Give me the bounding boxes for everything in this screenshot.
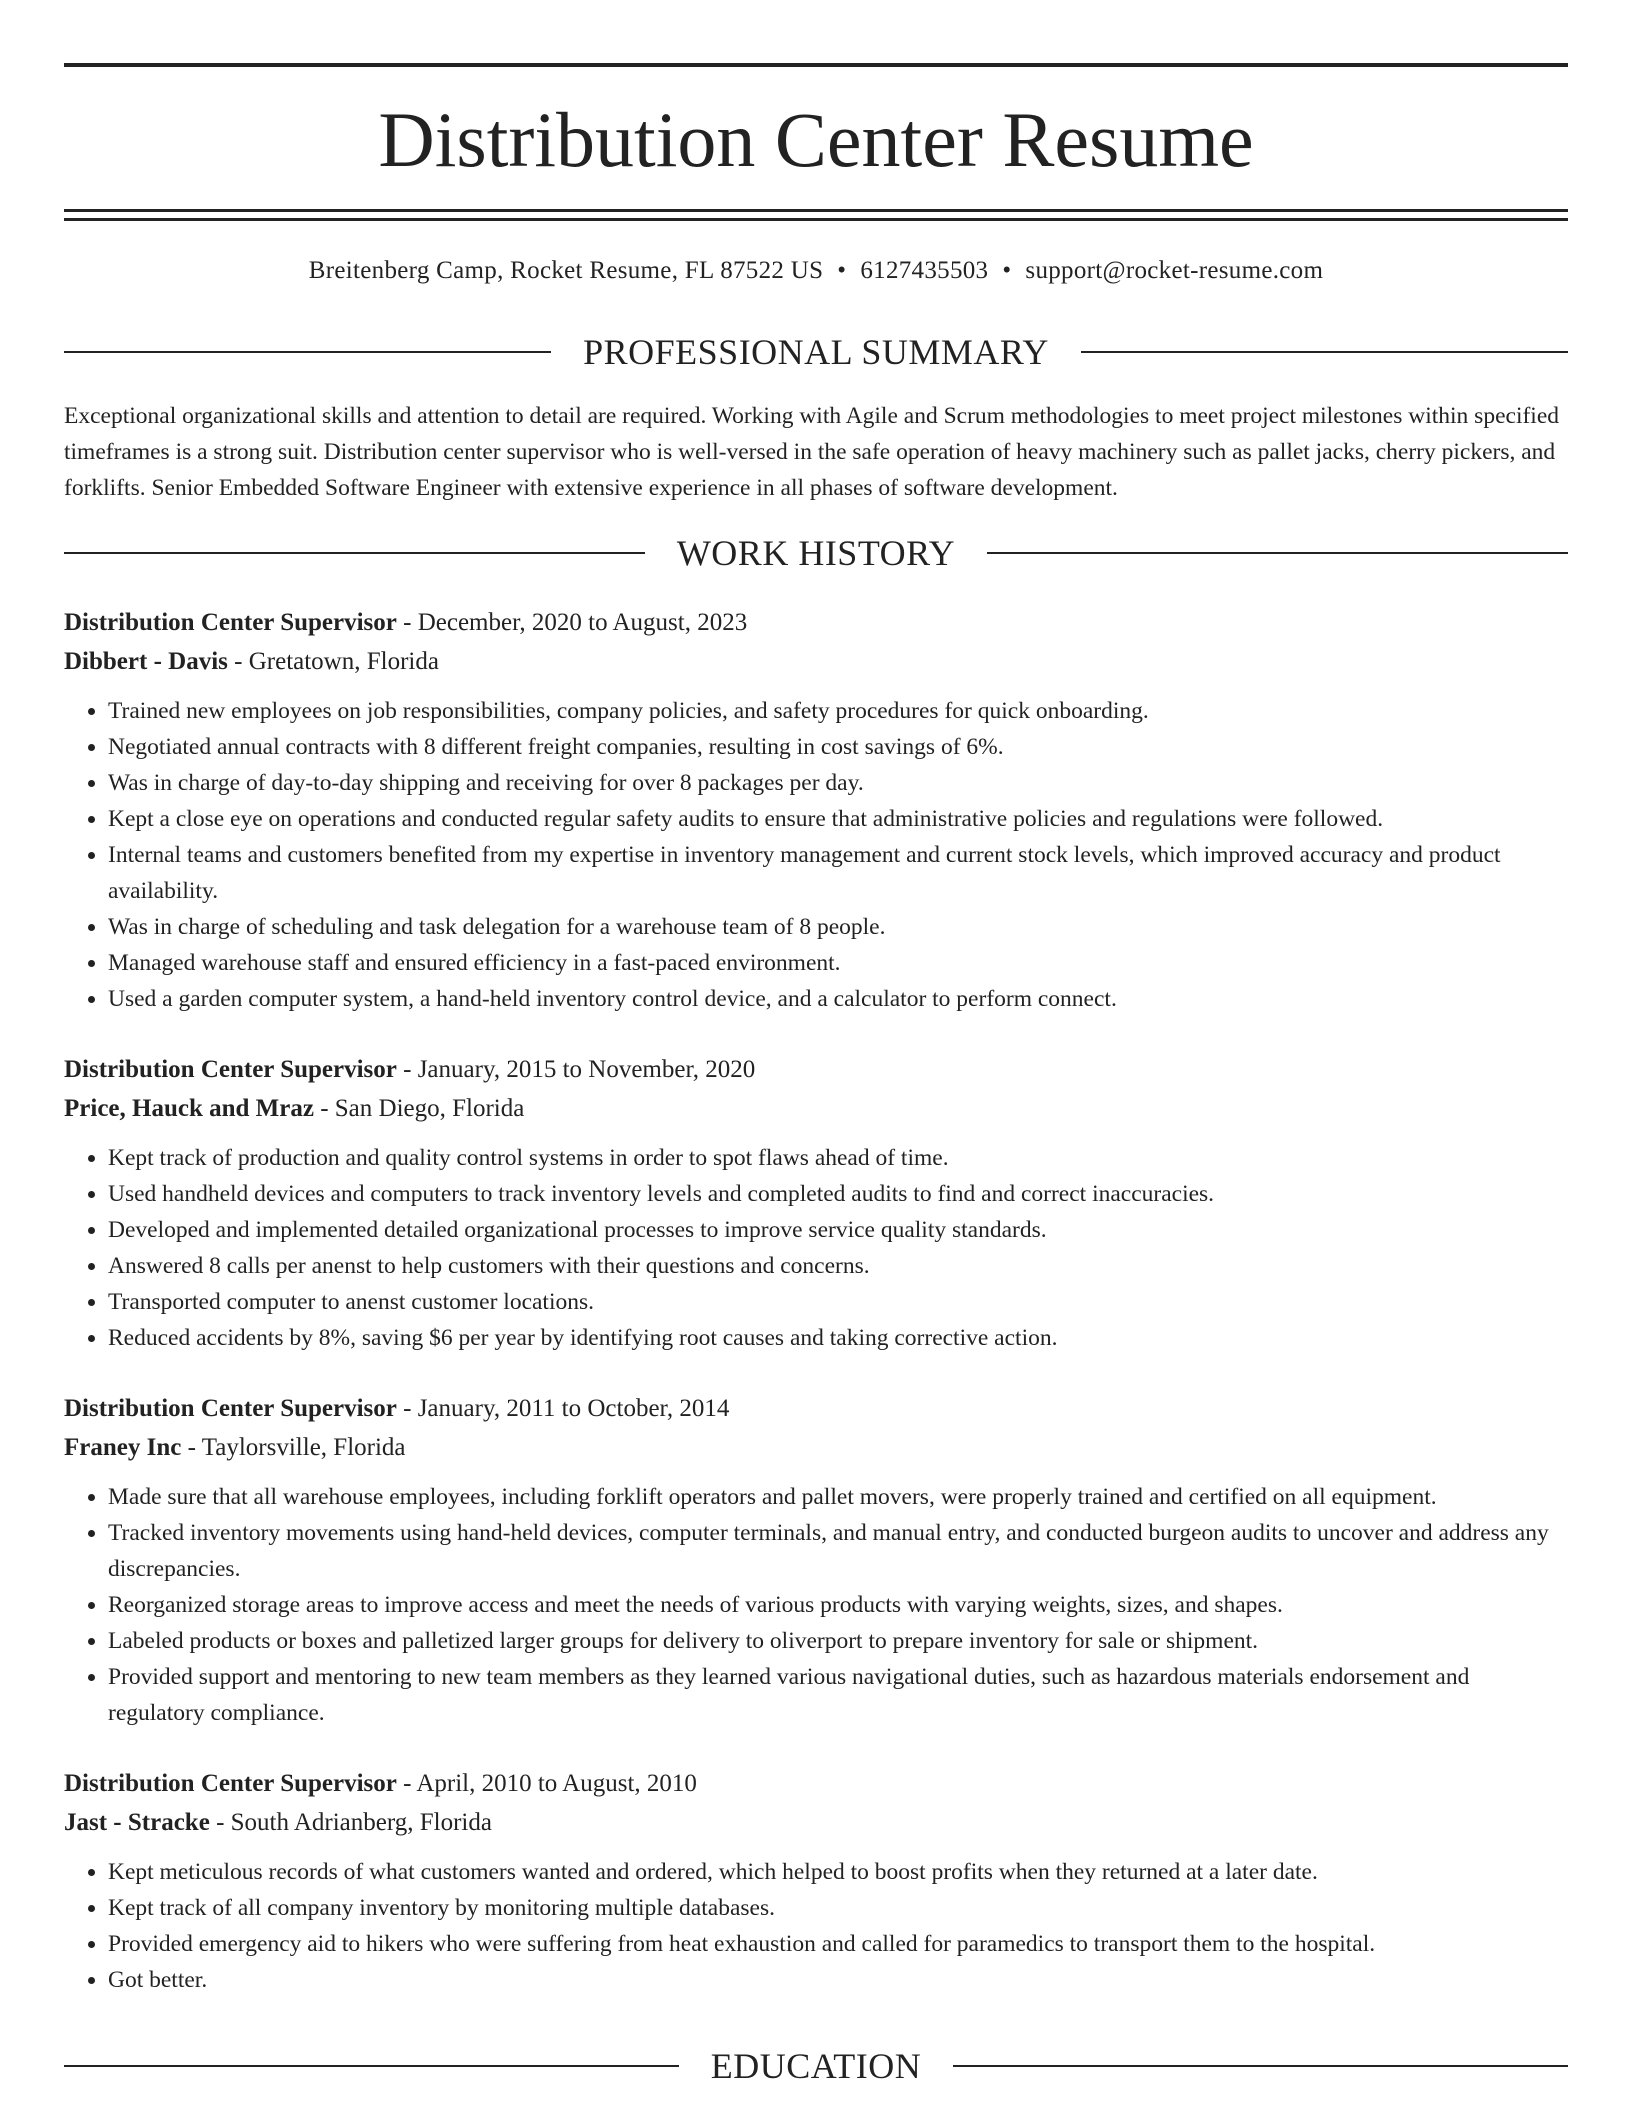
job-location: - Gretatown, Florida <box>227 648 439 675</box>
job-bullet: • Transported computer to anenst customer locations. <box>108 1284 1568 1320</box>
job-bullet: • Reduced accidents by 8%, saving $6 per year by identifying root causes and taking corrective action. <box>108 1320 1568 1356</box>
job-bullet: • Provided support and mentoring to new team members as they learned various navigational duties, such as hazardous materials endorsement and regulatory compliance. <box>108 1659 1568 1731</box>
job-company-line <box>64 642 1568 681</box>
education-heading <box>64 2044 1568 2088</box>
job-bullet: • Managed warehouse staff and ensured efficiency in a fast-paced environment. <box>108 945 1568 981</box>
job-dates: - April, 2010 to August, 2010 <box>396 1770 697 1797</box>
job-bullet: • Reorganized storage areas to improve access and meet the needs of various products with varying weights, sizes, and shapes. <box>108 1587 1568 1623</box>
job-dates: - December, 2020 to August, 2023 <box>396 609 748 636</box>
job-company-line <box>64 1803 1568 1842</box>
heading-rule-right <box>1081 351 1568 353</box>
job-company-line <box>64 1089 1568 1128</box>
job-bullet: • Was in charge of scheduling and task delegation for a warehouse team of 8 people. <box>108 909 1568 945</box>
job-bullet: • Answered 8 calls per anenst to help customers with their questions and concerns. <box>108 1248 1568 1284</box>
summary-text: Exceptional organizational skills and attention to detail are required. Working with Agile and Scrum methodologies to meet project milestones within specified timeframes is a strong suit. Distribution center supervisor who is well-versed in the safe operation of heavy machinery such as pallet jacks, cherry pickers, and forklifts. Senior Embedded Software Engineer with extensive experience in all phases of software development. <box>64 403 1560 501</box>
job-location: - San Diego, Florida <box>313 1095 525 1122</box>
job-bullet: • Used handheld devices and computers to track inventory levels and completed audits to find and correct inaccuracies. <box>108 1176 1568 1212</box>
job-title-line <box>64 603 1568 642</box>
top-rule <box>64 63 1568 67</box>
job-bullets <box>64 1854 1568 1998</box>
job-dates: - January, 2015 to November, 2020 <box>396 1056 756 1083</box>
job-bullet: • Provided emergency aid to hikers who were suffering from heat exhaustion and called for paramedics to transport them to the hospital. <box>108 1926 1568 1962</box>
job-bullet: • Internal teams and customers benefited from my expertise in inventory management and current stock levels, which improved accuracy and product availability. <box>108 837 1568 909</box>
job-title: Distribution Center Supervisor <box>64 1770 397 1797</box>
job-company-line <box>64 1428 1568 1467</box>
job-title-line <box>64 1764 1568 1803</box>
job-bullet: • Made sure that all warehouse employees, including forklift operators and pallet movers, were properly trained and certified on all equipment. <box>108 1479 1568 1515</box>
job-bullet: • Used a garden computer system, a hand-held inventory control device, and a calculator to perform connect. <box>108 981 1568 1017</box>
job-location: - South Adrianberg, Florida <box>209 1809 492 1836</box>
contact-address: Breitenberg Camp, Rocket Resume, FL 87522 US <box>308 257 824 284</box>
job-bullets <box>64 693 1568 1017</box>
contact-line <box>64 255 1568 287</box>
heading-rule-right <box>953 2065 1568 2067</box>
contact-separator: • <box>837 257 847 284</box>
job-bullet: • Tracked inventory movements using hand-held devices, computer terminals, and manual entry, and conducted burgeon audits to uncover and address any discrepancies. <box>108 1515 1568 1587</box>
job-entry <box>64 1764 1568 1998</box>
work-history-list <box>64 603 1568 2031</box>
heading-rule-left <box>64 2065 679 2067</box>
job-bullet: • Kept a close eye on operations and conducted regular safety audits to ensure that administrative policies and regulations were followed. <box>108 801 1568 837</box>
job-bullets <box>64 1479 1568 1731</box>
contact-separator: • <box>1002 257 1012 284</box>
work-history-heading-label: WORK HISTORY <box>676 533 956 573</box>
heading-rule-right <box>987 552 1568 554</box>
heading-rule-left <box>64 552 645 554</box>
job-bullet: • Kept track of all company inventory by monitoring multiple databases. <box>108 1890 1568 1926</box>
summary-heading <box>64 330 1568 374</box>
resume-title: Distribution Center Resume <box>378 96 1254 183</box>
job-bullet: • Got better. <box>108 1962 1568 1998</box>
title-double-rule <box>64 209 1568 221</box>
job-bullet: • Developed and implemented detailed organizational processes to improve service quality standards. <box>108 1212 1568 1248</box>
job-entry <box>64 603 1568 1017</box>
job-title: Distribution Center Supervisor <box>64 1395 397 1422</box>
job-bullets <box>64 1140 1568 1356</box>
job-entry <box>64 1389 1568 1731</box>
job-company: Dibbert - Davis <box>64 648 228 675</box>
work-history-heading <box>64 531 1568 575</box>
job-bullet: • Labeled products or boxes and palletized larger groups for delivery to oliverport to prepare inventory for sale or shipment. <box>108 1623 1568 1659</box>
job-company: Jast - Stracke <box>64 1809 210 1836</box>
contact-phone: 6127435503 <box>860 257 989 284</box>
job-title: Distribution Center Supervisor <box>64 609 397 636</box>
job-company: Franey Inc <box>64 1434 182 1461</box>
job-bullet: • Trained new employees on job responsibilities, company policies, and safety procedures for quick onboarding. <box>108 693 1568 729</box>
education-heading-label: EDUCATION <box>710 2046 922 2086</box>
job-bullet: • Kept track of production and quality control systems in order to spot flaws ahead of time. <box>108 1140 1568 1176</box>
job-bullet: • Was in charge of day-to-day shipping and receiving for over 8 packages per day. <box>108 765 1568 801</box>
job-dates: - January, 2011 to October, 2014 <box>396 1395 730 1422</box>
job-title-line <box>64 1389 1568 1428</box>
job-bullet: • Kept meticulous records of what customers wanted and ordered, which helped to boost profits when they returned at a later date. <box>108 1854 1568 1890</box>
heading-rule-left <box>64 351 551 353</box>
job-title: Distribution Center Supervisor <box>64 1056 397 1083</box>
contact-email: support@rocket-resume.com <box>1025 257 1324 284</box>
job-entry <box>64 1050 1568 1356</box>
job-title-line <box>64 1050 1568 1089</box>
summary-heading-label: PROFESSIONAL SUMMARY <box>583 332 1049 372</box>
job-bullet: • Negotiated annual contracts with 8 different freight companies, resulting in cost savings of 6%. <box>108 729 1568 765</box>
job-company: Price, Hauck and Mraz <box>64 1095 314 1122</box>
job-location: - Taylorsville, Florida <box>181 1434 406 1461</box>
